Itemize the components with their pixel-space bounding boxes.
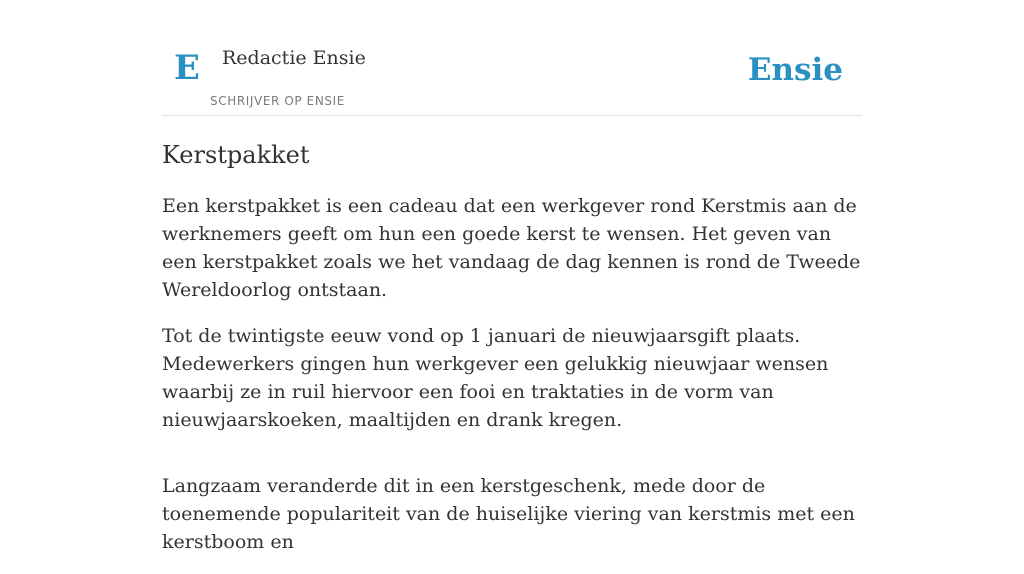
article-title: Kerstpakket xyxy=(162,141,310,169)
author-name[interactable]: Redactie Ensie xyxy=(222,47,366,69)
article-paragraph: Tot de twintigste eeuw vond op 1 januari de nieuwjaarsgift plaats. Medewerkers gingen hun werkgever een gelukkig nieuwjaar wensen waarbij ze in ruil hiervoor een fooi en traktaties in de vorm van nieuwjaarskoeken, maaltijden en drank kregen. xyxy=(162,325,829,431)
article-card xyxy=(162,0,862,553)
article-header xyxy=(162,0,862,116)
brand-logo[interactable]: Ensie xyxy=(747,52,843,88)
article-paragraph: Langzaam veranderde dit in een kerstgeschenk, mede door de toenemende populariteit van de huiselijke viering van kerstmis met een kerstboom en xyxy=(162,475,855,553)
article-paragraph: Een kerstpakket is een cadeau dat een werkgever rond Kerstmis aan de werknemers geeft om hun een goede kerst te wensen. Het geven van een kerstpakket zoals we het vandaag de dag kennen is rond de Tweede Wereldoorlog ontstaan. xyxy=(162,195,861,301)
article-body xyxy=(162,192,862,574)
author-role: SCHRIJVER OP ENSIE xyxy=(210,94,345,108)
author-avatar[interactable]: E xyxy=(174,48,200,88)
